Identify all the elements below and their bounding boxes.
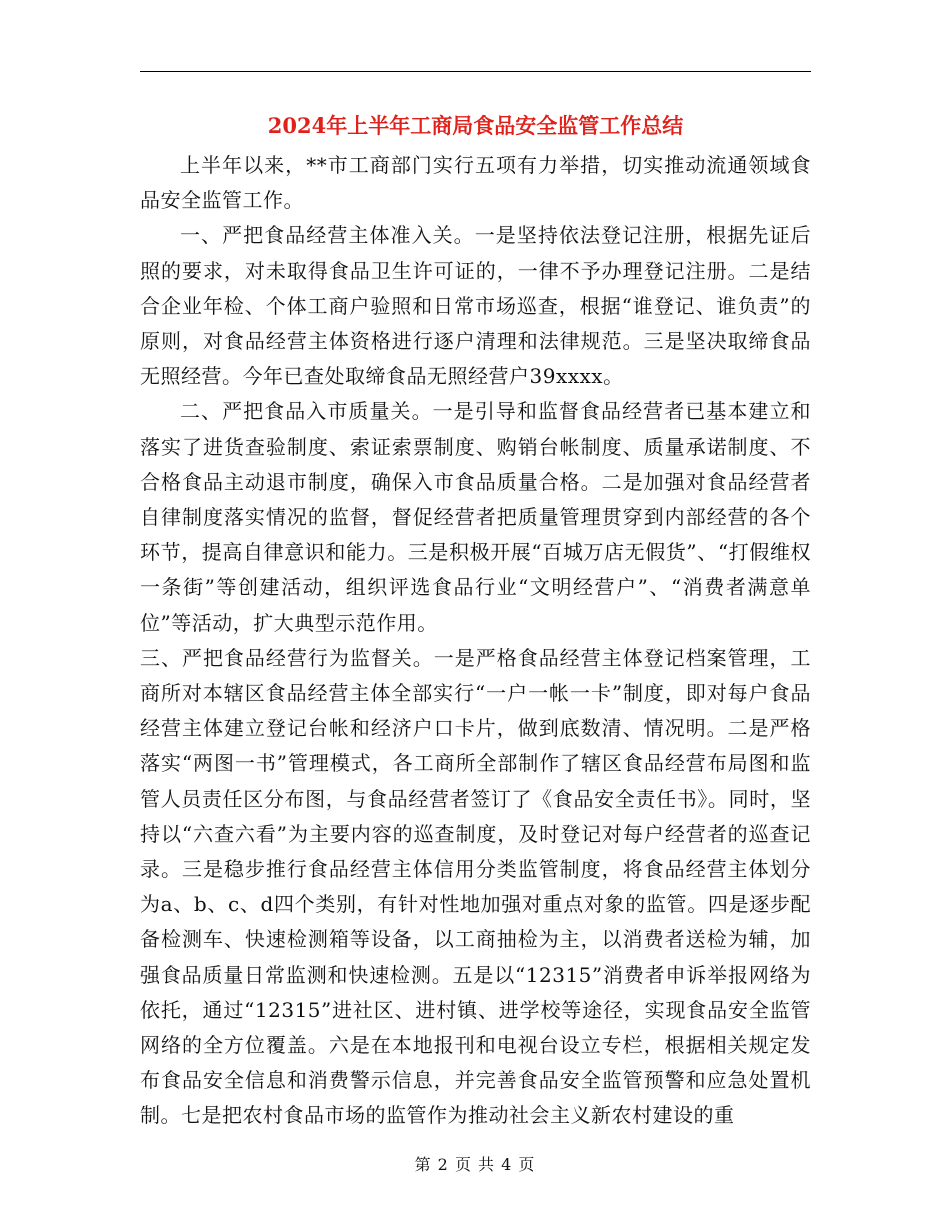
- paragraph-section-1: 一、严把食品经营主体准入关。一是坚持依法登记注册，根据先证后照的要求，对未取得食品卫生许可证的，一律不予办理登记注册。二是结合企业年检、个体工商户验照和日常市场巡查，根据“谁登记、谁负责”的原则，对食品经营主体资格进行逐户清理和法律规范。三是坚决取缔食品无照经营。今年已查处取缔食品无照经营户39xxxx。: [140, 223, 811, 389]
- paragraph-section-3: 三、严把食品经营行为监督关。一是严格食品经营主体登记档案管理，工商所对本辖区食品经营主体全部实行“一户一帐一卡”制度，即对每户食品经营主体建立登记台帐和经济户口卡片，做到底数清、情况明。二是严格落实“两图一书”管理模式，各工商所全部制作了辖区食品经营布局图和监管人员责任区分布图，与食品经营者签订了《食品安全责任书》。同时，坚持以“六查六看”为主要内容的巡查制度，及时登记对每户经营者的巡查记录。三是稳步推行食品经营主体信用分类监管制度，将食品经营主体划分为a、b、c、d四个类别，有针对性地加强对重点对象的监管。四是逐步配备检测车、快速检测箱等设备，以工商抽检为主，以消费者送检为辅，加强食品质量日常监测和快速检测。五是以“12315”消费者申诉举报网络为依托，通过“12315”进社区、进村镇、进学校等途径，实现食品安全监管网络的全方位覆盖。六是在本地报刊和电视台设立专栏，根据相关规定发布食品安全信息和消费警示信息，并完善食品安全监管预警和应急处置机制。七是把农村食品市场的监管作为推动社会主义新农村建设的重: [140, 645, 811, 1128]
- header-rule: [140, 71, 811, 72]
- page-number-footer: 第 2 页 共 4 页: [414, 1155, 536, 1174]
- document-body: [140, 148, 811, 1134]
- document-title: 2024年上半年工商局食品安全监管工作总结: [267, 113, 684, 138]
- paragraph-section-2: 二、严把食品入市质量关。一是引导和监督食品经营者已基本建立和落实了进货查验制度、索证索票制度、购销台帐制度、质量承诺制度、不合格食品主动退市制度，确保入市食品质量合格。二是加强对食品经营者自律制度落实情况的监督，督促经营者把质量管理贯穿到内部经营的各个环节，提高自律意识和能力。三是积极开展“百城万店无假货”、“打假维权一条街”等创建活动，组织评选食品行业“文明经营户”、“消费者满意单位”等活动，扩大典型示范作用。: [140, 399, 811, 635]
- paragraph-intro: 上半年以来，**市工商部门实行五项有力举措，切实推动流通领域食品安全监管工作。: [140, 153, 811, 213]
